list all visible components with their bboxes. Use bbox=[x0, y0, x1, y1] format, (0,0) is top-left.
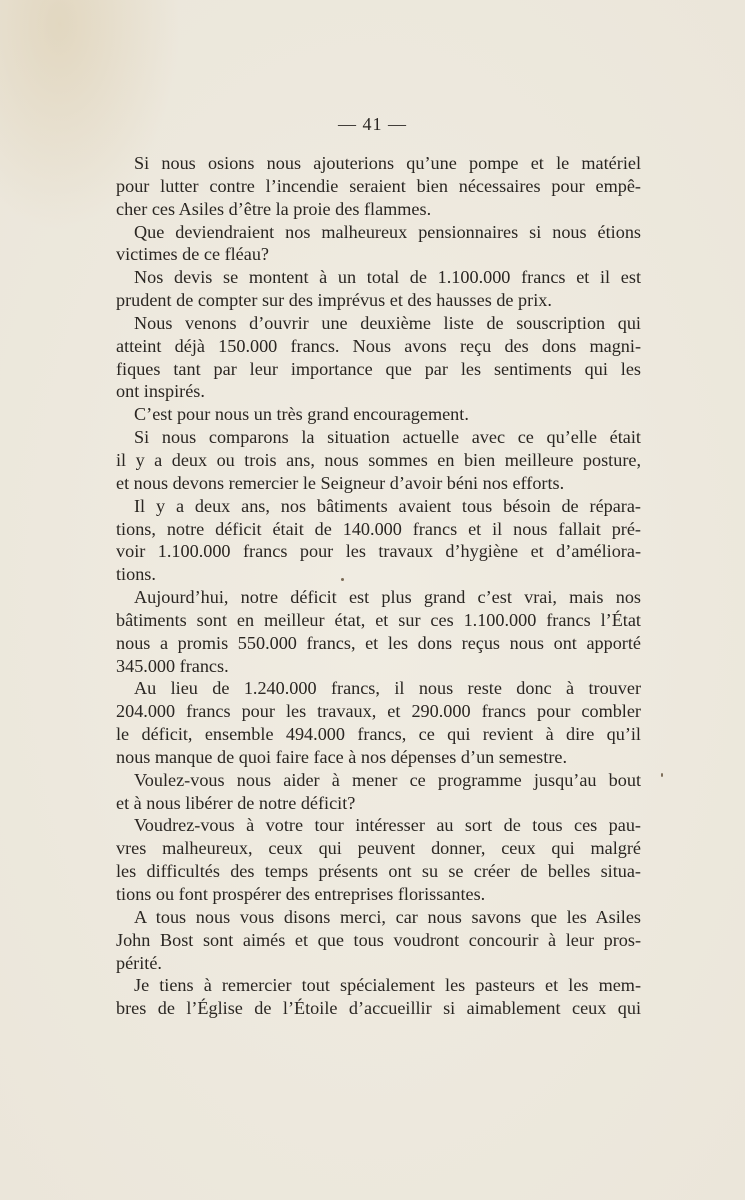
text-line: périté. bbox=[116, 952, 162, 973]
text-line: bâtiments sont en meilleur état, et sur ces 1.100.000 francs l’État bbox=[116, 609, 641, 630]
text-line: voir 1.100.000 francs pour les travaux d’hygiène et d’améliora- bbox=[116, 541, 641, 562]
text-line: C’est pour nous un très grand encouragement. bbox=[134, 404, 469, 425]
paragraph bbox=[116, 221, 641, 267]
text-line: nous manque de quoi faire face à nos dépenses d’un semestre. bbox=[116, 746, 567, 767]
paragraph bbox=[116, 426, 641, 495]
text-line: Nous venons d’ouvrir une deuxième liste de souscription qui bbox=[134, 312, 641, 333]
text-line: Il y a deux ans, nos bâtiments avaient tous bésoin de répara- bbox=[134, 495, 641, 516]
text-line: fiques tant par leur importance que par les sentiments qui les bbox=[116, 358, 641, 379]
paragraph bbox=[116, 974, 641, 1020]
text-line: Nos devis se montent à un total de 1.100.000 francs et il est bbox=[134, 267, 641, 288]
paragraph bbox=[116, 152, 641, 221]
text-line: John Bost sont aimés et que tous voudront concourir à leur pros- bbox=[116, 929, 641, 950]
text-line: il y a deux ou trois ans, nous sommes en bien meilleure posture, bbox=[116, 449, 641, 470]
text-line: 345.000 francs. bbox=[116, 655, 229, 676]
text-line: Que deviendraient nos malheureux pensionnaires si nous étions bbox=[134, 221, 641, 242]
text-line: et nous devons remercier le Seigneur d’avoir béni nos efforts. bbox=[116, 472, 565, 493]
ink-speck bbox=[341, 578, 344, 581]
text-line: Voulez-vous nous aider à mener ce programme jusqu’au bout bbox=[134, 769, 641, 790]
text-line: les difficultés des temps présents ont su se créer de belles situa- bbox=[116, 861, 641, 882]
text-line: 204.000 francs pour les travaux, et 290.000 francs pour combler bbox=[116, 701, 641, 722]
text-line: nous a promis 550.000 francs, et les dons reçus nous ont apporté bbox=[116, 632, 641, 653]
paragraph bbox=[116, 266, 641, 312]
text-line: Si nous osions nous ajouterions qu’une pompe et le matériel bbox=[134, 153, 641, 173]
text-line: atteint déjà 150.000 francs. Nous avons reçu des dons magni- bbox=[116, 335, 641, 356]
text-line: tions ou font prospérer des entreprises florissantes. bbox=[116, 884, 486, 904]
text-line: Aujourd’hui, notre déficit est plus grand c’est vrai, mais nos bbox=[134, 587, 641, 608]
text-line: victimes de ce fléau? bbox=[116, 244, 269, 265]
text-line: bres de l’Église de l’Étoile d’accueillir si aimablement ceux qui bbox=[116, 998, 641, 1019]
paragraph bbox=[116, 586, 641, 677]
text-line: et à nous libérer de notre déficit? bbox=[116, 792, 356, 813]
paragraph bbox=[116, 814, 641, 905]
text-line: pour lutter contre l’incendie seraient bien nécessaires pour empê- bbox=[116, 175, 641, 196]
body-text bbox=[116, 152, 641, 1020]
paragraph bbox=[116, 495, 641, 586]
text-line: le déficit, ensemble 494.000 francs, ce qui revient à dire qu’il bbox=[116, 724, 641, 745]
paragraph bbox=[116, 403, 641, 426]
text-line: prudent de compter sur des imprévus et des hausses de prix. bbox=[116, 290, 552, 311]
paragraph bbox=[116, 677, 641, 768]
text-line: vres malheureux, ceux qui peuvent donner, ceux qui malgré bbox=[116, 838, 641, 859]
paragraph bbox=[116, 906, 641, 975]
paragraph bbox=[116, 769, 641, 815]
text-line: Si nous comparons la situation actuelle avec ce qu’elle était bbox=[134, 427, 641, 448]
text-line: cher ces Asiles d’être la proie des flammes. bbox=[116, 198, 432, 219]
paragraph bbox=[116, 312, 641, 403]
text-line: Au lieu de 1.240.000 francs, il nous reste donc à trouver bbox=[134, 678, 641, 699]
text-line: tions. bbox=[116, 564, 156, 585]
text-line: ont inspirés. bbox=[116, 381, 205, 402]
text-line: A tous nous vous disons merci, car nous savons que les Asiles bbox=[134, 906, 641, 927]
page-number: — 41 — bbox=[338, 114, 407, 134]
text-line: tions, notre déficit était de 140.000 francs et il nous fallait pré- bbox=[116, 518, 641, 539]
text-line: Voudrez-vous à votre tour intéresser au sort de tous ces pau- bbox=[134, 815, 641, 836]
ink-speck bbox=[661, 773, 663, 777]
text-line: Je tiens à remercier tout spécialement les pasteurs et les mem- bbox=[134, 975, 641, 996]
